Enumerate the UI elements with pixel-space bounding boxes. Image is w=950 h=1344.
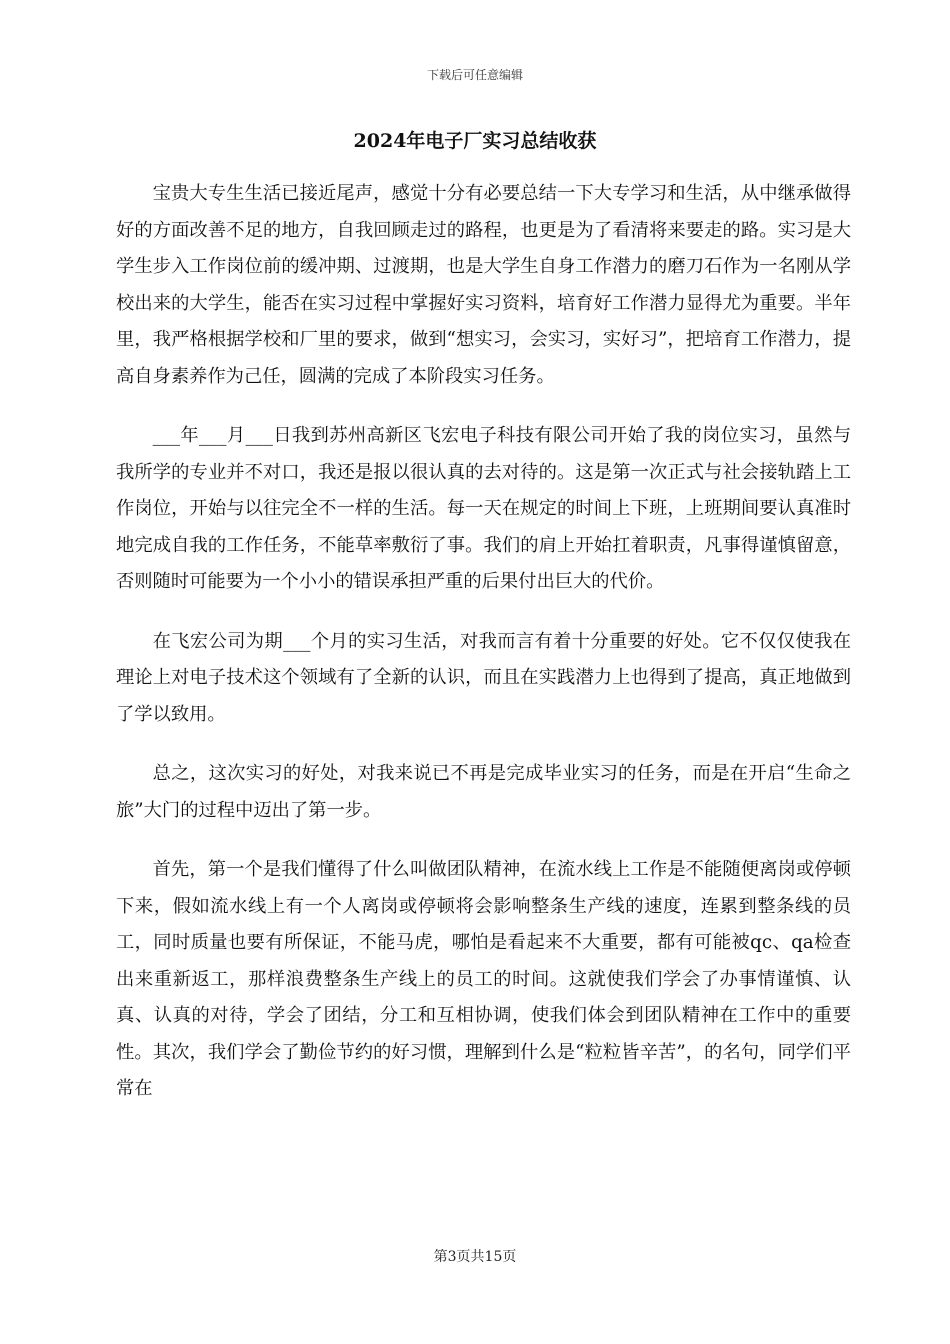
page-number: 第3页共15页 — [433, 1249, 517, 1265]
paragraph-1: 宝贵大专生生活已接近尾声，感觉十分有必要总结一下大专学习和生活，从中继承做得好的方面改善不足的地方，自我回顾走过的路程，也更是为了看清将来要走的路。实习是大学生步入工作岗位前的缓冲期、过渡期，也是大学生自身工作潜力的磨刀石作为一名刚从学校出来的大学生，能否在实习过程中掌握好实习资料，培育好工作潜力显得尤为重要。半年里，我严格根据学校和厂里的要求，做到“想实习，会实习，实好习”，把培育工作潜力，提高自身素养作为己任，圆满的完成了本阶段实习任务。 — [116, 183, 851, 387]
document-body — [116, 176, 851, 1131]
paragraph-4: 总之，这次实习的好处，对我来说已不再是完成毕业实习的任务，而是在开启“生命之旅”大门的过程中迈出了第一步。 — [116, 763, 851, 821]
document-title: 2024年电子厂实习总结收获 — [353, 130, 597, 152]
header-note: 下载后可任意编辑 — [426, 68, 523, 82]
paragraph-3: 在飞宏公司为期___个月的实习生活，对我而言有着十分重要的好处。它不仅仅使我在理论上对电子技术这个领域有了全新的认识，而且在实践潜力上也得到了提高，真正地做到了学以致用。 — [116, 630, 851, 725]
paragraph-2: ___年___月___日我到苏州高新区飞宏电子科技有限公司开始了我的岗位实习，虽然与我所学的专业并不对口，我还是报以很认真的去对待的。这是第一次正式与社会接轨踏上工作岗位，开始与以往完全不一样的生活。每一天在规定的时间上下班，上班期间要认真准时地完成自我的工作任务，不能草率敷衍了事。我们的肩上开始扛着职责，凡事得谨慎留意，否则随时可能要为一个小小的错误承担严重的后果付出巨大的代价。 — [116, 425, 851, 592]
paragraph-5: 首先，第一个是我们懂得了什么叫做团队精神，在流水线上工作是不能随便离岗或停顿下来，假如流水线上有一个人离岗或停顿将会影响整条生产线的速度，连累到整条线的员工，同时质量也要有所保证，不能马虎，哪怕是看起来不大重要，都有可能被qc、qa检查出来重新返工，那样浪费整条生产线上的员工的时间。这就使我们学会了办事情谨慎、认真、认真的对待，学会了团结，分工和互相协调，使我们体会到团队精神在工作中的重要性。其次，我们学会了勤俭节约的好习惯，理解到什么是“粒粒皆辛苦”，的名句，同学们平常在 — [116, 859, 851, 1099]
